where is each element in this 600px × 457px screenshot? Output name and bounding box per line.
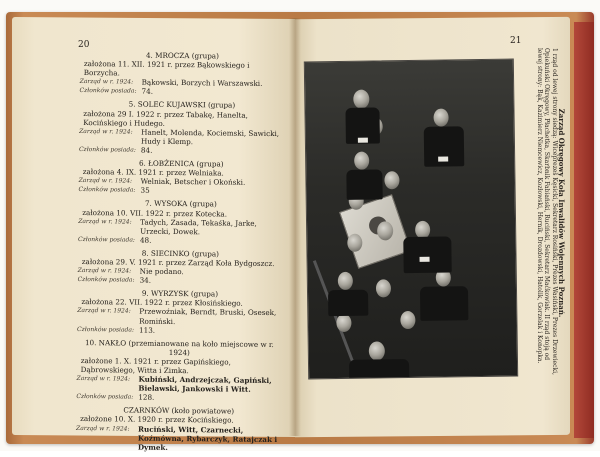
- branch-board-row: [76, 424, 281, 453]
- row-label: Członków posiada:: [77, 235, 135, 244]
- book-gutter: [289, 18, 301, 436]
- row-label: Zarząd w r. 1924:: [77, 267, 132, 275]
- row-label: Zarząd w r. 1924:: [78, 217, 132, 226]
- row-value: Bąkowski, Borzych i Warszawski.: [141, 77, 263, 89]
- branch-entry: [79, 99, 285, 156]
- person-body: [346, 169, 382, 199]
- branch-founded: założona 29 I. 1922 r. przez Tabakę, Hanelta, Kocińskiego i Hudego.: [83, 108, 248, 128]
- row-value: Tadych, Zasada, Tekaśka, Jarke, Urzecki, Dowek.: [140, 217, 257, 236]
- branch-title: CZARNKÓW (koło powiatowe): [123, 405, 235, 417]
- row-label: Zarząd w r. 1924:: [78, 177, 133, 185]
- caption-title: Zarząd Okręgowy Koła Inwalidów Wojennych Poznań.: [557, 108, 566, 318]
- branch-board-row: [76, 374, 281, 394]
- branch-founded: założone 10. X. 1920 r. przez Kocińskiego.: [80, 414, 234, 426]
- branch-founded: założone 1. X. 1921 r. przez Gapińskiego, Dąbrowskiego, Witta i Zimka.: [80, 355, 231, 376]
- left-page-number: 20: [78, 40, 90, 50]
- person-body: [420, 286, 468, 321]
- shirt-collar: [358, 138, 368, 143]
- branch-entry: [80, 50, 285, 98]
- row-value: Ruciński, Witt, Czarnecki, Koźmówna, Rybarczyk, Ratajczak i Dymek.: [137, 424, 278, 452]
- branch-entry: [76, 405, 281, 453]
- branch-entry: [77, 288, 282, 336]
- row-label: Członków posiada:: [78, 145, 136, 154]
- row-value: 35: [140, 185, 150, 196]
- branch-entry: [78, 158, 283, 197]
- branch-founded: założona 4. IX. 1921 r. przez Welniaka.: [82, 167, 224, 178]
- branch-title: 6. ŁOBŻENICA (grupa): [138, 158, 224, 169]
- row-value: 34.: [139, 275, 152, 285]
- row-value: Hanelt, Molenda, Kociemski, Sawicki, Hudy i Klemp.: [141, 127, 280, 147]
- person-head: [384, 171, 399, 189]
- right-page-number: 21: [510, 36, 522, 46]
- branch-founded: założona 29. V. 1921 r. przez Zarząd Koła Bydgoszcz.: [81, 256, 275, 269]
- row-value: 48.: [139, 235, 152, 245]
- branch-title: 4. MROCZA (grupa): [145, 50, 219, 61]
- row-label: Zarząd w r. 1924:: [79, 78, 134, 86]
- branch-members-row: [79, 145, 284, 156]
- row-label: Członków posiada:: [78, 186, 136, 194]
- branch-title: 10. NAKŁO (przemianowane na koło miejscowe w r. 1924): [84, 337, 274, 357]
- branch-entry: [76, 338, 282, 404]
- row-label: Członków posiada:: [79, 87, 137, 95]
- shirt-collar: [438, 156, 448, 161]
- row-value: Kubiński, Andrzejczak, Gapiński, Bielawski, Jankowski i Witt.: [138, 374, 272, 394]
- person-head: [338, 272, 353, 290]
- row-value: 74.: [141, 87, 154, 97]
- branch-founded: założona 11. XII. 1921 r. przez Bąkowskiego i Borzycha.: [83, 59, 250, 78]
- book-spine-edge: [574, 22, 594, 438]
- row-value: Nie podano.: [139, 266, 184, 277]
- row-label: Członków posiada:: [77, 325, 135, 334]
- person-body: [403, 236, 451, 273]
- person-body: [349, 359, 409, 379]
- row-value: Welniak, Betscher i Okoński.: [140, 176, 246, 187]
- person-head: [376, 279, 391, 297]
- shirt-collar: [420, 257, 430, 262]
- person-head: [369, 341, 385, 360]
- branch-title: 7. WYSOKA (grupa): [144, 199, 217, 209]
- row-label: Członków posiada:: [76, 393, 134, 401]
- row-label: Zarząd w r. 1924:: [77, 307, 131, 315]
- row-label: Zarząd w r. 1924:: [76, 375, 131, 383]
- row-label: Członków posiada:: [77, 276, 135, 284]
- caption-body: 1 rząd od lewej strony siedzą: Wiceprezes Kęsicki, Sekretarz Rosiński, Prezes Wasiński, Prezes Drzewiecki, Opiekuński Okręgowy, Płachetka, Skarbnik Fabiański, Ruciński, Sekretarz Maćkowiak. II rząd stoją od lewej strony: Bąk, Kazimierz Niemcewicz, Kozłowski, Hernik, Drozdowski, Hatolik, Gorzelak i Konopka.: [535, 48, 558, 375]
- branch-title: 5. SOLEC KUJAWSKI (grupa): [128, 99, 236, 111]
- branch-title: 8. SIECINKO (grupa): [141, 248, 220, 259]
- branch-entry: [78, 248, 283, 287]
- branch-list: [76, 50, 285, 457]
- branch-members-row: [77, 325, 282, 336]
- person-head: [433, 108, 448, 126]
- person-head: [353, 90, 369, 109]
- group-photograph: [304, 59, 518, 380]
- row-value: 128.: [138, 392, 155, 403]
- branch-members-row: [80, 86, 285, 97]
- row-value: 84.: [140, 145, 153, 155]
- branch-members-row: [76, 392, 281, 403]
- branch-board-row: [78, 217, 283, 237]
- branch-founded: założona 22. VII. 1922 r. przez Kłosińskiego.: [81, 297, 243, 309]
- person-body: [328, 290, 368, 317]
- person-head: [347, 234, 362, 252]
- branch-entry: [78, 198, 283, 246]
- branch-founded: założona 10. VII. 1922 r. przez Kotecka.: [82, 207, 228, 219]
- branch-board-row: [79, 127, 284, 147]
- row-label: Zarząd w r. 1924:: [79, 127, 133, 136]
- person-head: [336, 314, 351, 332]
- row-value: 113.: [139, 325, 156, 335]
- row-label: Zarząd w r. 1924:: [76, 424, 130, 433]
- person-head: [377, 221, 393, 240]
- branch-members-row: [78, 275, 283, 286]
- person-head: [354, 152, 369, 170]
- branch-members-row: [78, 185, 283, 196]
- branch-members-row: [78, 235, 283, 246]
- person-head: [400, 311, 415, 329]
- row-value: Przewoźniak, Berndt, Bruski, Osesek, Romiński.: [139, 307, 277, 326]
- photo-caption: [517, 48, 565, 378]
- branch-title: 9. WYRZYSK (grupa): [141, 288, 219, 299]
- branch-board-row: [77, 306, 282, 326]
